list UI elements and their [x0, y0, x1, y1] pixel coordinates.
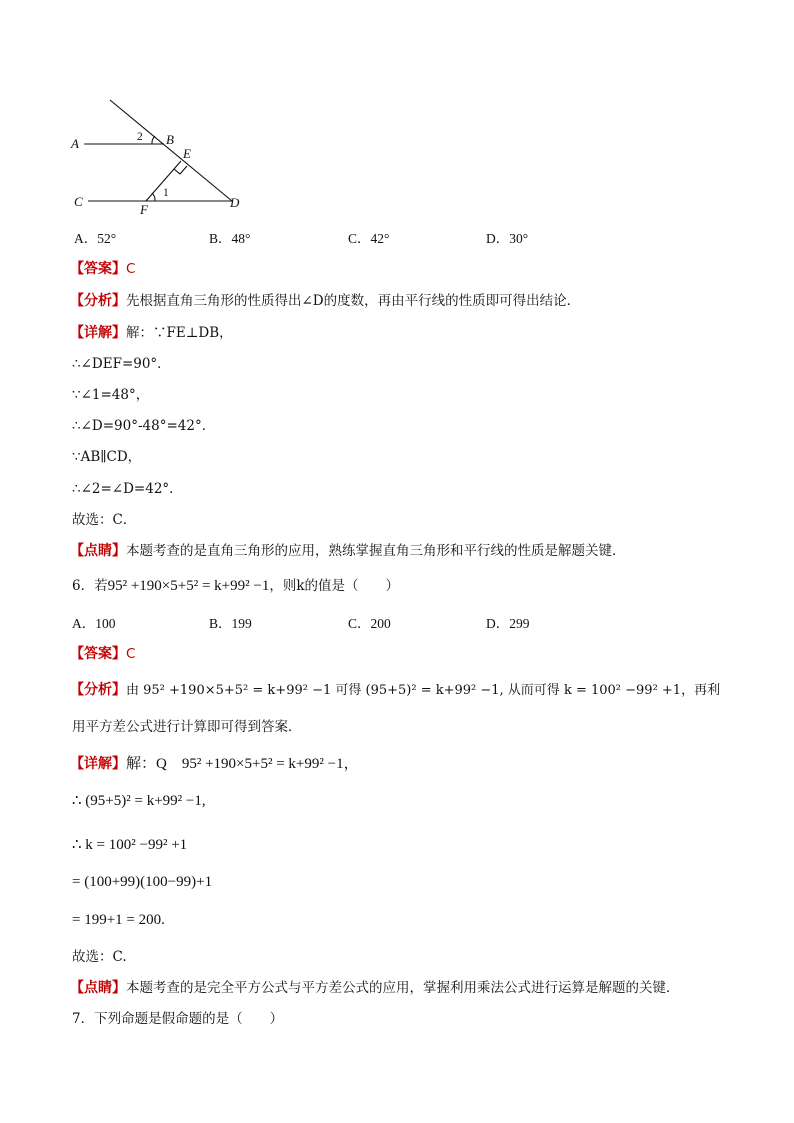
label-angle1: 1 [163, 187, 169, 199]
label-angle2: 2 [137, 131, 143, 143]
q6-option-b[interactable]: B．199 [209, 616, 252, 631]
analysis-text: 先根据直角三角形的性质得出∠D的度数，再由平行线的性质即可得出结论． [126, 293, 581, 309]
detail-text: 解：Q 95² +190×5+5² = k+99² −1， [126, 756, 359, 772]
q5-answer [70, 258, 135, 278]
angle-1-arc [152, 193, 155, 201]
q5-option-c[interactable]: C．42° [348, 231, 390, 246]
q5-detail-line-3: ∵∠1=48°， [72, 387, 150, 403]
q5-option-a[interactable]: A．52° [74, 231, 117, 246]
q5-detail-line-2: ∴∠DEF=90°． [72, 356, 171, 372]
q5-detail-line-1 [70, 321, 233, 342]
comment-text: 本题考查的是完全平方公式与平方差公式的应用，掌握利用乘法公式进行运算是解题的关键． [126, 980, 680, 996]
line-transversal [110, 100, 232, 201]
q5-detail-line-7: 故选：C． [72, 512, 137, 528]
label-c: C [74, 194, 83, 209]
label-a: A [71, 136, 79, 151]
q5-comment [70, 539, 626, 560]
q5-option-b[interactable]: B．48° [209, 231, 251, 246]
comment-tag: 【点睛】 [70, 543, 126, 559]
q5-option-d[interactable]: D．30° [486, 231, 529, 246]
q6-option-d[interactable]: D．299 [486, 616, 530, 631]
q6-detail-line-3: ∴ k = 100² −99² +1 [72, 837, 188, 853]
q6-analysis-line-2: 用平方差公式进行计算即可得到答案． [72, 719, 302, 735]
label-d: D [230, 195, 240, 210]
comment-tag: 【点睛】 [70, 980, 126, 996]
analysis-tag: 【分析】 [70, 293, 126, 309]
q5-detail-line-5: ∵AB∥CD， [72, 449, 142, 465]
label-e: E [183, 146, 191, 161]
q6-analysis-line-1 [70, 679, 720, 699]
label-f: F [140, 202, 148, 217]
q6-option-c[interactable]: C．200 [348, 616, 391, 631]
label-b: B [166, 132, 174, 147]
q6-comment [70, 976, 680, 997]
analysis-text: 由 95² +190×5+5² = k+99² −1 可得 (95+5)² = k+99² −1, 从而可得 k = 100² −99² +1，再利 [126, 683, 721, 698]
q5-detail-line-6: ∴∠2=∠D=42°． [72, 481, 183, 497]
answer-tag: 【答案】 [70, 261, 126, 277]
q6-stem [72, 574, 399, 595]
answer-tag: 【答案】 [70, 646, 126, 662]
q6-detail-line-2: ∴ (95+5)² = k+99² −1, [72, 793, 206, 809]
answer-value: C [126, 261, 136, 277]
q6-stem-suffix: ，则k的值是（ ） [269, 578, 400, 594]
answer-value: C [126, 646, 136, 662]
geometry-figure [66, 92, 256, 217]
q6-answer [70, 643, 135, 663]
detail-text: 解：∵FE⊥DB， [126, 325, 233, 341]
q7-stem: 7．下列命题是假命题的是（ ） [72, 1011, 284, 1027]
comment-text: 本题考查的是直角三角形的应用，熟练掌握直角三角形和平行线的性质是解题关键． [126, 543, 626, 559]
q6-stem-equation: 95² +190×5+5² = k+99² −1 [107, 578, 270, 594]
angle-2-arc [152, 136, 155, 144]
q6-option-a[interactable]: A．100 [72, 616, 116, 631]
q5-detail-line-4: ∴∠D=90°-48°=42°． [72, 418, 216, 434]
detail-tag: 【详解】 [70, 756, 126, 772]
analysis-tag: 【分析】 [70, 682, 126, 698]
q5-analysis [70, 289, 580, 310]
q6-detail-line-1 [70, 752, 359, 773]
q6-detail-line-4: = (100+99)(100−99)+1 [72, 874, 213, 890]
q6-stem-prefix: 6．若 [72, 578, 108, 594]
q6-detail-line-6: 故选：C. [72, 949, 127, 965]
detail-tag: 【详解】 [70, 325, 126, 341]
q6-detail-line-5: = 199+1 = 200. [72, 912, 165, 928]
